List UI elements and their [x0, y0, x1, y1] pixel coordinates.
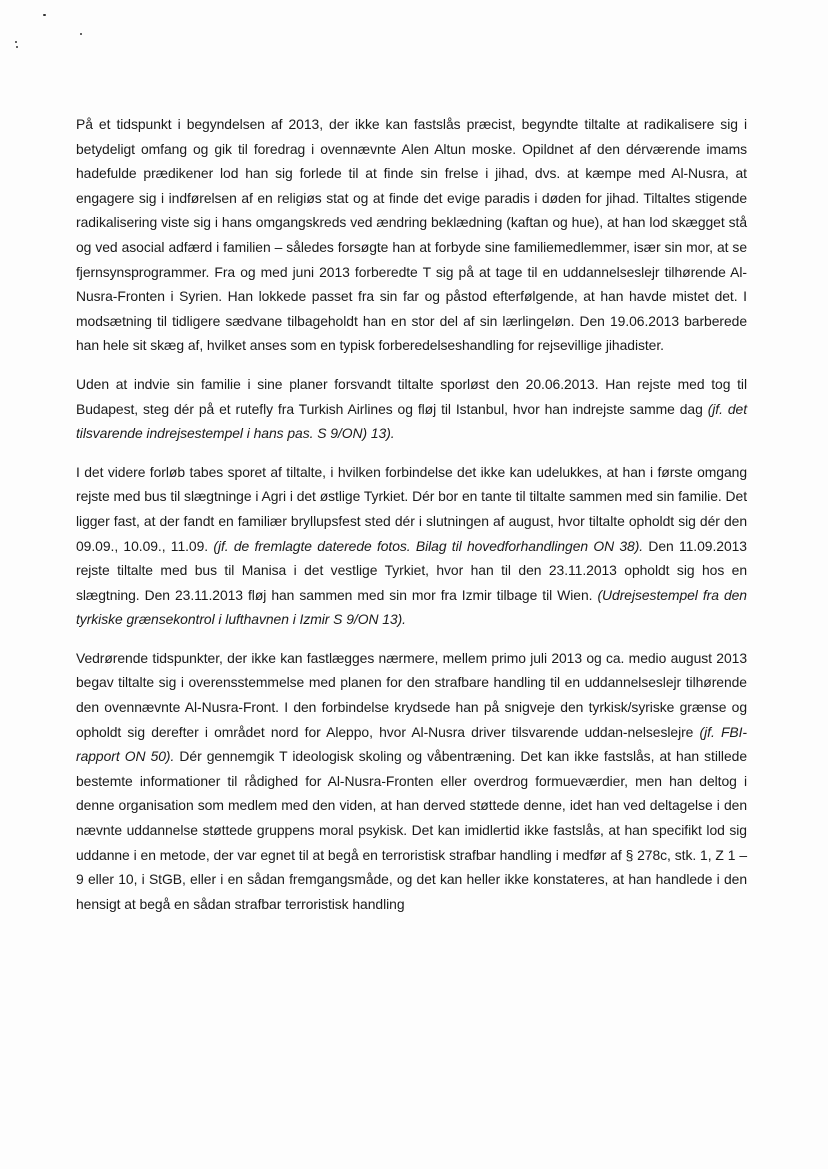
scan-speck	[43, 14, 46, 16]
paragraph-text: Den 11.09.2013 rejste tiltalte med bus til Manisa i det vestlige Tyrkiet, hvor han til den 23.11.2013 opholdt sig hos en slægtning. Den 23.11.2013 fløj han sammen med sin mor fra Izmir tilbage til Wien.	[76, 537, 747, 603]
scan-speck	[80, 33, 82, 35]
reference-citation: (jf. det tilsvarende indrejsestempel i hans pas. S 9/ON) 13).	[76, 400, 747, 442]
reference-citation: (jf. de fremlagte daterede fotos. Bilag til hovedforhandlingen ON 38).	[213, 537, 644, 554]
reference-citation: (jf. FBI-rapport ON 50).	[76, 723, 747, 765]
reference-citation: (Udrejsestempel fra den tyrkiske grænsekontrol i lufthavnen i Izmir S 9/ON 13).	[76, 586, 747, 628]
scan-speck	[15, 41, 17, 43]
scan-speck	[16, 46, 18, 48]
paragraph-text: I det videre forløb tabes sporet af tiltalte, i hvilken forbindelse det ikke kan udelukkes, at han i første omgang rejste med bus til slægtninge i Agri i det østlige Tyrkiet. Dér bor en tante til tiltalte sammen med sin familie. Det ligger fast, at der fandt en familiær bryllupsfest sted dér i slutningen af august, hvor tiltalte opholdt sig dér den 09.09., 10.09., 11.09.	[76, 463, 747, 554]
paragraph-3	[76, 460, 747, 632]
paragraph-2	[76, 372, 747, 446]
document-body	[76, 112, 747, 930]
paragraph-4	[76, 646, 747, 917]
paragraph-text: Dér gennemgik T ideologisk skoling og våbentræning. Det kan ikke fastslås, at han stillede bestemte informationer til rådighed for Al-Nusra-Fronten eller overdrog formueværdier, men han deltog i denne organisation som medlem med den viden, at han derved støttede denne, idet han ved deltagelse i den nævnte uddannelse støttede gruppens moral psykisk. Det kan imidlertid ikke fastslås, at han specifikt lod sig uddanne i en metode, der var egnet til at begå en terroristisk strafbar handling i medfør af § 278c, stk. 1, Z 1 – 9 eller 10, i StGB, eller i en sådan fremgangsmåde, og det kan heller ikke konstateres, at han handlede i den hensigt at begå en sådan strafbar terroristisk handling	[76, 748, 747, 912]
paragraph-1	[76, 112, 747, 358]
paragraph-text: Vedrørende tidspunkter, der ikke kan fastlægges nærmere, mellem primo juli 2013 og ca. medio august 2013 begav tiltalte sig i overensstemmelse med planen for den strafbare handling til en uddannelseslejr tilhørende den ovennævnte Al-Nusra-Front. I den forbindelse krydsede han på snigveje den tyrkisk/syriske grænse og opholdt sig derefter i området nord for Aleppo, hvor Al-Nusra driver tilsvarende uddan-nelseslejre	[76, 649, 747, 740]
paragraph-text: Uden at indvie sin familie i sine planer forsvandt tiltalte sporløst den 20.06.2013. Han rejste med tog til Budapest, steg dér på et rutefly fra Turkish Airlines og fløj til Istanbul, hvor han indrejste samme dag	[76, 375, 747, 417]
paragraph-text: På et tidspunkt i begyndelsen af 2013, der ikke kan fastslås præcist, begyndte tiltalte at radikalisere sig i betydeligt omfang og gik til foredrag i ovennævnte Alen Altun moske. Opildnet af den dérværende imams hadefulde prædikener lod han sig forlede til at finde sin frelse i jihad, dvs. at kæmpe med Al-Nusra, at engagere sig i indførelsen af en religiøs stat og at finde det evige paradis i døden for jihad. Tiltaltes stigende radikalisering viste sig i hans omgangskreds ved ændring beklædning (kaftan og hue), at han lod skægget stå og ved asocial adfærd i familien – således forsøgte han at forbyde sine familiemedlemmer, især sin mor, at se fjernsynsprogrammer. Fra og med juni 2013 forberedte T sig på at tage til en uddannelseslejr tilhørende Al-Nusra-Fronten i Syrien. Han lokkede passet fra sin far og påstod efterfølgende, at han havde mistet det. I modsætning til tidligere sædvane tilbageholdt han en stor del af sin lærlingeløn. Den 19.06.2013 barberede han hele sit skæg af, hvilket anses som en typisk forberedelseshandling for rejsevillige jihadister.	[76, 116, 747, 354]
